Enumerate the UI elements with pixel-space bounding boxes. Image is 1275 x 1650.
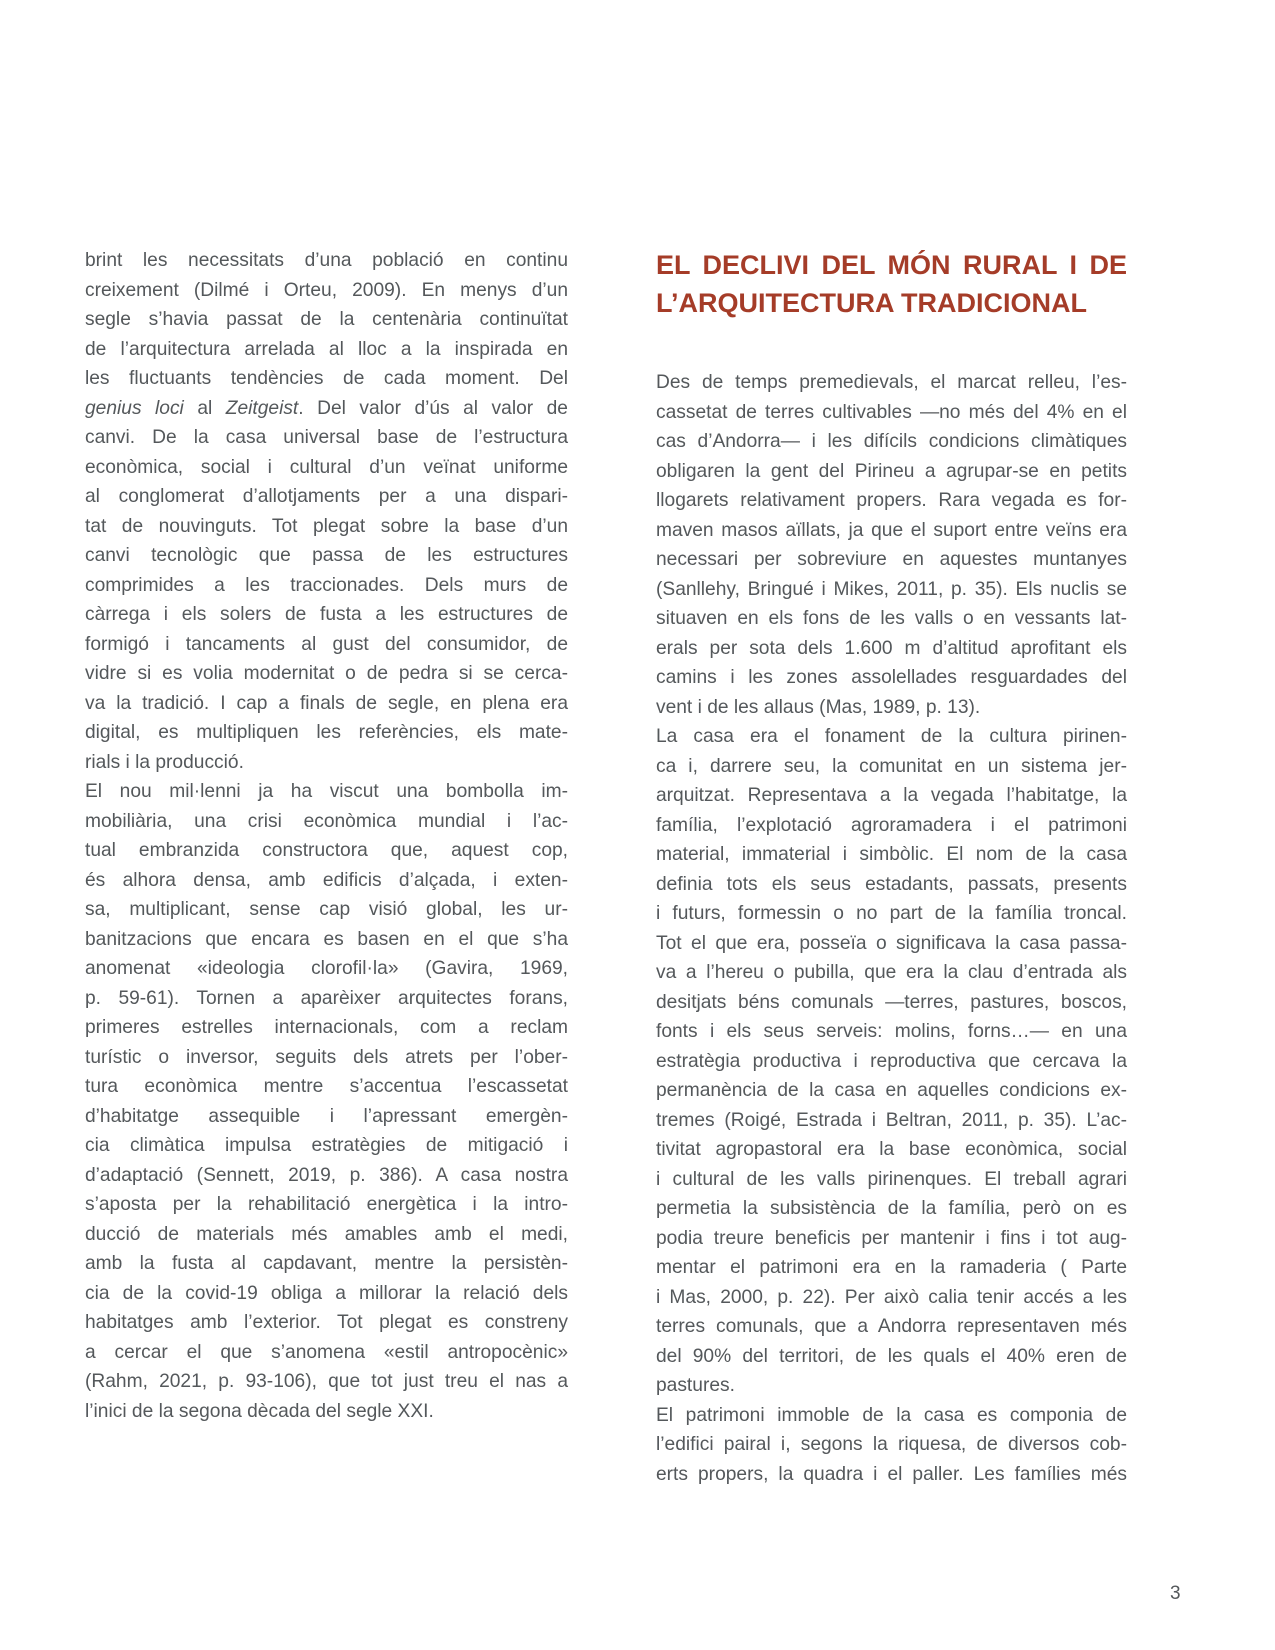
text-line: podia treure beneficis per mantenir i fins i tot aug- (656, 1227, 1127, 1249)
text-line: amb la fusta al capdavant, mentre la persistèn- (85, 1253, 568, 1274)
text-line: formigó i tancaments al gust del consumidor, de (85, 633, 568, 655)
text-line: cassetat de terres cultivables —no més del 4% en el (656, 401, 1127, 423)
text-line: mobiliària, una crisi econòmica mundial i l’ac- (85, 810, 568, 832)
text-line: l’inici de la segona dècada del segle XXI. (85, 1400, 434, 1422)
text-line: s’aposta per la rehabilitació energètica i la intro- (85, 1194, 568, 1215)
text-line: a cercar el que s’anomena «estil antropocènic» (85, 1341, 568, 1363)
text-line: (Sanllehy, Bringué i Mikes, 2011, p. 35). Els nuclis se (656, 578, 1127, 600)
text-line: pastures. (656, 1375, 735, 1396)
text-line: sa, multiplicant, sense cap visió global, les ur- (85, 899, 568, 920)
text-line: anomenat «ideologia clorofil·la» (Gavira, 1969, (85, 958, 568, 979)
text-line: tura econòmica mentre s’accentua l’escassetat (85, 1076, 568, 1097)
text-line: comprimides a les traccionades. Dels murs de (85, 574, 568, 596)
text-line: situaven en els fons de les valls o en vessants lat- (656, 608, 1127, 629)
text-line: permanència de la casa en aquelles condicions ex- (656, 1080, 1127, 1101)
text-line: camins i les zones assolellades resguardades del (656, 667, 1127, 688)
text-line: del 90% del territori, de les quals el 40% eren de (656, 1345, 1127, 1367)
text-line: les fluctuants tendències de cada moment. Del (85, 368, 568, 389)
text-line: segle s’havia passat de la centenària continuïtat (85, 309, 568, 330)
text-line: maven masos aïllats, ja que el suport entre veïns era (656, 519, 1127, 541)
text-line: brint les necessitats d’una població en continu (85, 250, 568, 271)
text-line: cia climàtica impulsa estratègies de mitigació i (85, 1135, 568, 1156)
text-line: L’ARQUITECTURA TRADICIONAL (656, 288, 1087, 318)
text-line: El patrimoni immoble de la casa es componia de (656, 1404, 1127, 1426)
text-line: tual embranzida constructora que, aquest cop, (85, 840, 568, 861)
text-line: Des de temps premedievals, el marcat relleu, l’es- (656, 372, 1127, 393)
text-line: p. 59-61). Tornen a aparèixer arquitectes forans, (85, 987, 568, 1009)
text-line: tremes (Roigé, Estrada i Beltran, 2011, p. 35). L’ac- (656, 1109, 1127, 1131)
text-line: vidre si es volia modernitat o de pedra si se cerca- (85, 663, 568, 684)
text-line: turístic o inversor, seguits dels atrets per l’ober- (85, 1046, 568, 1068)
text-line: material, immaterial i simbòlic. El nom de la casa (656, 844, 1127, 865)
text-line: i cultural de les valls pirinenques. El treball agrari (656, 1168, 1127, 1190)
text-line: rials i la producció. (85, 751, 244, 773)
text-line: va a l’hereu o pubilla, que era la clau d’entrada als (656, 962, 1127, 983)
text-line: EL DECLIVI DEL MÓN RURAL I DE (656, 250, 1127, 280)
text-line: l’edifici pairal i, segons la riquesa, de diversos cob- (656, 1434, 1127, 1455)
text-line: El nou mil·lenni ja ha viscut una bombolla im- (85, 781, 568, 802)
section-heading (656, 246, 1127, 322)
text-line: arquitzat. Representava a la vegada l’habitatge, la (656, 785, 1127, 806)
text-line: canvi tecnològic que passa de les estructures (85, 545, 568, 566)
text-line: definia tots els seus estadants, passats, presents (656, 873, 1127, 895)
text-line: tat de nouvinguts. Tot plegat sobre la base d’un (85, 515, 568, 537)
text-line: genius loci al Zeitgeist. Del valor d’ús al valor de (85, 397, 568, 419)
text-line: llogarets relativament propers. Rara vegada es for- (656, 490, 1127, 511)
text-line: digital, es multipliquen les referències, els mate- (85, 722, 568, 743)
text-line: erts propers, la quadra i el paller. Les famílies més (656, 1463, 1127, 1485)
text-line: càrrega i els solers de fusta a les estructures de (85, 604, 568, 625)
text-line: és alhora densa, amb edificis d’alçada, i exten- (85, 869, 568, 891)
text-line: permetia la subsistència de la família, però on es (656, 1198, 1127, 1219)
text-line: i futurs, formessin o no part de la família troncal. (656, 903, 1127, 924)
text-line: va la tradició. I cap a finals de segle, en plena era (85, 692, 568, 714)
text-line: ca i, darrere seu, la comunitat en un sistema jer- (656, 755, 1127, 777)
text-line: vent i de les allaus (Mas, 1989, p. 13). (656, 696, 981, 718)
text-line: habitatges amb l’exterior. Tot plegat es constreny (85, 1312, 568, 1333)
text-line: cas d’Andorra— i les difícils condicions climàtiques (656, 431, 1127, 452)
text-line: banitzacions que encara es basen en el que s’ha (85, 928, 568, 950)
text-line: (Rahm, 2021, p. 93-106), que tot just treu el nas a (85, 1371, 568, 1392)
text-line: obligaren la gent del Pirineu a agrupar-se en petits (656, 460, 1127, 482)
text-line: d’habitatge assequible i l’apressant emergèn- (85, 1105, 568, 1127)
text-line: cia de la covid-19 obliga a millorar la relació dels (85, 1282, 568, 1304)
text-line: Tot el que era, posseïa o significava la casa passa- (656, 932, 1127, 954)
text-line: i Mas, 2000, p. 22). Per això calia tenir accés a les (656, 1286, 1127, 1308)
text-line: terres comunals, que a Andorra representaven més (656, 1316, 1127, 1337)
text-line: creixement (Dilmé i Orteu, 2009). En menys d’un (85, 279, 568, 301)
text-line: al conglomerat d’allotjaments per a una dispari- (85, 486, 568, 507)
text-line: família, l’explotació agroramadera i el patrimoni (656, 814, 1127, 836)
page-number: 3 (1170, 1583, 1181, 1604)
text-line: econòmica, social i cultural d’un veïnat uniforme (85, 456, 568, 478)
text-line: ducció de materials més amables amb el medi, (85, 1223, 568, 1245)
text-line: necessari per sobreviure en aquestes muntanyes (656, 549, 1127, 570)
text-line: tivitat agropastoral era la base econòmica, social (656, 1139, 1127, 1160)
text-line: canvi. De la casa universal base de l’estructura (85, 427, 568, 448)
right-column-body (656, 368, 1127, 1489)
text-line: de l’arquitectura arrelada al lloc a la inspirada en (85, 338, 568, 360)
text-line: estratègia productiva i reproductiva que cercava la (656, 1050, 1127, 1072)
text-line: fonts i els seus serveis: molins, forns…— en una (656, 1021, 1127, 1042)
text-line: d’adaptació (Sennett, 2019, p. 386). A casa nostra (85, 1164, 568, 1186)
right-text-column (656, 246, 1127, 1489)
text-line: desitjats béns comunals —terres, pastures, boscos, (656, 991, 1127, 1013)
text-line: mentar el patrimoni era en la ramaderia ( Parte (656, 1257, 1127, 1278)
left-text-column (85, 246, 568, 1426)
text-line: erals per sota dels 1.600 m d’altitud aprofitant els (656, 637, 1127, 659)
text-line: La casa era el fonament de la cultura pirinen- (656, 726, 1127, 747)
text-line: primeres estrelles internacionals, com a reclam (85, 1017, 568, 1038)
